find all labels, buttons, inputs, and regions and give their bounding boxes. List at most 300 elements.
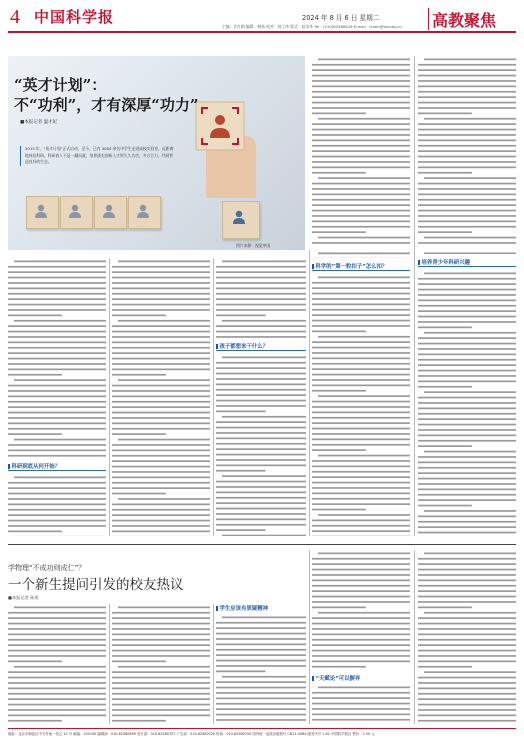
text-line <box>8 704 106 706</box>
text-line <box>118 320 210 322</box>
body-text-lines <box>418 550 516 724</box>
text-line <box>418 521 516 523</box>
text-line <box>418 607 472 609</box>
text-line <box>14 666 106 668</box>
text-line <box>418 601 516 603</box>
body-text-lines <box>8 258 106 458</box>
text-line <box>112 639 210 641</box>
body-text-lines <box>418 250 516 254</box>
column-divider <box>109 258 110 536</box>
text-line <box>312 493 410 495</box>
text-line <box>112 693 210 695</box>
text-line <box>418 634 516 636</box>
article-column <box>312 56 410 246</box>
text-line <box>216 443 306 445</box>
text-line <box>112 298 210 300</box>
text-line <box>418 96 516 98</box>
text-line <box>312 172 366 174</box>
text-line <box>8 639 106 641</box>
text-line <box>424 59 516 61</box>
text-line <box>112 682 210 684</box>
text-line <box>418 364 516 366</box>
text-line <box>424 391 516 393</box>
text-line <box>418 129 516 131</box>
text-line <box>312 86 410 88</box>
text-line <box>312 406 410 408</box>
text-line <box>418 86 516 88</box>
text-line <box>112 650 210 652</box>
text-line <box>312 287 410 289</box>
text-line <box>418 526 516 528</box>
text-line <box>312 304 410 306</box>
lead-headline-line2: 不“功利”，才有深厚“功力” <box>14 96 199 114</box>
text-line <box>112 487 210 489</box>
text-line <box>112 271 210 273</box>
text-line <box>216 644 306 646</box>
column-divider <box>309 250 310 536</box>
text-line <box>8 693 106 695</box>
text-line <box>112 617 210 619</box>
text-line <box>418 418 516 420</box>
text-line <box>312 569 410 571</box>
text-line <box>112 671 210 673</box>
text-line <box>418 693 516 695</box>
text-line <box>112 471 210 473</box>
text-line <box>216 622 306 624</box>
text-line <box>216 288 306 290</box>
text-line <box>8 617 106 619</box>
body-text-lines <box>418 270 516 536</box>
text-line <box>318 336 410 338</box>
text-line <box>312 341 410 343</box>
text-line <box>8 374 62 376</box>
text-line <box>112 309 210 311</box>
text-line <box>8 514 106 516</box>
article-column <box>418 250 516 254</box>
text-line <box>112 433 166 435</box>
body-text-lines <box>312 684 410 724</box>
text-line <box>112 347 210 349</box>
text-line <box>312 231 366 233</box>
article-column <box>418 550 516 724</box>
photo-credit: 图片来源：视觉中国 <box>236 243 271 248</box>
header-divider <box>428 8 429 30</box>
text-line <box>118 498 210 500</box>
text-line <box>318 118 410 120</box>
text-line <box>418 215 516 217</box>
subhead-rule <box>418 266 516 267</box>
text-line <box>312 390 366 392</box>
text-line <box>14 607 106 609</box>
text-line <box>318 237 410 239</box>
text-line <box>112 704 210 706</box>
text-line <box>216 378 306 380</box>
text-line <box>8 720 62 722</box>
text-line <box>8 293 106 295</box>
text-line <box>216 400 306 402</box>
text-line <box>8 498 106 500</box>
body-text-lines <box>312 550 410 670</box>
text-line <box>312 719 410 721</box>
text-line <box>216 660 306 662</box>
text-line <box>312 113 366 115</box>
text-line <box>216 502 306 504</box>
text-line <box>112 396 210 398</box>
text-line <box>112 369 210 371</box>
column-divider <box>213 604 214 724</box>
text-line <box>418 489 516 491</box>
subhead: 培养青少年科研兴趣 <box>418 258 470 266</box>
text-line <box>418 499 516 501</box>
text-line <box>112 634 210 636</box>
text-line <box>112 493 166 495</box>
footer-info: 地址：北京市海淀区中关村南一条乙 12 号 邮编：100190 编辑部：010-62580699 发行部：010-62580707 广告部：010-62580729 传真：010-62580700 国内统一连续出版物号 CN11-0084 邮发代号 1-82 中国科学报社 售价：2.50 元 <box>8 732 375 736</box>
text-line <box>418 145 516 147</box>
column-divider <box>309 550 310 724</box>
text-line <box>8 347 106 349</box>
text-line <box>222 676 306 678</box>
body-text-lines <box>8 474 106 536</box>
text-line <box>418 516 516 518</box>
text-line <box>312 655 410 657</box>
subhead: 科研到底从何开始？ <box>8 462 60 470</box>
text-line <box>418 183 516 185</box>
text-line <box>112 531 210 533</box>
text-line <box>8 417 106 419</box>
text-line <box>216 362 306 364</box>
text-line <box>418 397 516 399</box>
body-text-lines <box>312 56 410 246</box>
article-column <box>8 258 106 458</box>
text-line <box>112 342 210 344</box>
text-line <box>318 612 410 614</box>
text-line <box>216 367 306 369</box>
text-line <box>112 661 166 663</box>
text-line <box>8 288 106 290</box>
text-line <box>418 161 516 163</box>
text-line <box>312 194 410 196</box>
text-line <box>216 687 306 689</box>
text-line <box>418 472 516 474</box>
text-line <box>418 574 516 576</box>
text-line <box>312 374 410 376</box>
text-line <box>418 242 516 244</box>
text-line <box>418 188 516 190</box>
text-line <box>418 590 516 592</box>
text-line <box>312 697 410 699</box>
text-line <box>418 102 516 104</box>
text-line <box>112 460 210 462</box>
text-line <box>312 661 410 663</box>
text-line <box>312 401 410 403</box>
text-line <box>418 91 516 93</box>
issue-date: 2024 年 8 月 6 日 星期二 <box>302 14 380 22</box>
text-line <box>112 390 210 392</box>
text-line <box>118 379 210 381</box>
text-line <box>8 661 62 663</box>
text-line <box>418 532 516 534</box>
text-line <box>312 525 410 527</box>
text-line <box>8 715 106 717</box>
text-line <box>418 300 516 302</box>
text-line <box>8 525 106 527</box>
text-line <box>418 167 516 169</box>
text-line <box>8 655 106 657</box>
text-line <box>216 465 306 467</box>
text-line <box>8 644 106 646</box>
text-line <box>418 456 516 458</box>
text-line <box>312 199 410 201</box>
text-line <box>424 671 516 673</box>
text-line <box>418 413 516 415</box>
text-line <box>418 226 516 228</box>
text-line <box>418 650 516 652</box>
text-line <box>216 405 306 407</box>
article-column <box>312 684 410 724</box>
text-line <box>418 289 516 291</box>
person-icon <box>103 204 115 218</box>
text-line <box>312 617 410 619</box>
text-line <box>14 320 106 322</box>
text-line <box>312 188 410 190</box>
text-line <box>312 471 410 473</box>
text-line <box>312 482 410 484</box>
text-line <box>216 459 306 461</box>
text-line <box>418 75 516 77</box>
text-line <box>8 650 106 652</box>
text-line <box>312 102 410 104</box>
text-line <box>418 337 516 339</box>
column-divider <box>414 550 415 724</box>
article-column <box>418 56 516 246</box>
text-line <box>216 448 306 450</box>
person-icon <box>69 204 81 218</box>
text-line <box>112 450 210 452</box>
text-line <box>418 558 516 560</box>
text-line <box>8 336 106 338</box>
text-line <box>418 709 516 711</box>
article-column <box>8 604 106 724</box>
text-line <box>118 439 210 441</box>
text-line <box>312 449 366 451</box>
story-divider <box>8 544 516 545</box>
text-line <box>312 596 410 598</box>
text-line <box>216 627 306 629</box>
text-line <box>312 156 410 158</box>
newspaper-logo: 中国科学报 <box>34 8 115 26</box>
text-line <box>418 134 516 136</box>
text-line <box>216 513 306 515</box>
text-line <box>222 320 306 322</box>
text-line <box>118 607 210 609</box>
text-line <box>418 386 472 388</box>
text-line <box>418 194 516 196</box>
article-column <box>8 474 106 536</box>
text-line <box>8 396 106 398</box>
text-line <box>418 429 516 431</box>
text-line <box>216 298 306 300</box>
text-line <box>216 277 306 279</box>
text-line <box>418 666 472 668</box>
text-line <box>312 129 410 131</box>
article-column <box>216 614 306 724</box>
text-line <box>216 325 306 327</box>
text-line <box>418 569 516 571</box>
text-line <box>8 282 106 284</box>
text-line <box>312 215 410 217</box>
text-line <box>8 698 106 700</box>
text-line <box>418 343 516 345</box>
text-line <box>312 585 410 587</box>
text-line <box>418 617 516 619</box>
subhead-rule <box>216 350 306 351</box>
text-line <box>8 455 106 457</box>
text-line <box>312 368 410 370</box>
text-line <box>8 520 106 522</box>
text-line <box>8 450 106 452</box>
text-line <box>112 266 210 268</box>
footer-rule <box>8 728 516 729</box>
text-line <box>312 358 410 360</box>
text-line <box>216 470 266 472</box>
text-line <box>312 607 366 609</box>
text-line <box>424 273 516 275</box>
text-line <box>216 719 306 721</box>
text-line <box>216 665 306 667</box>
text-line <box>418 623 516 625</box>
text-line <box>418 381 516 383</box>
text-line <box>112 477 210 479</box>
text-line <box>418 80 516 82</box>
text-line <box>312 601 410 603</box>
text-line <box>112 688 210 690</box>
text-line <box>418 327 472 329</box>
text-line <box>112 385 210 387</box>
text-line <box>312 422 410 424</box>
text-line <box>8 709 106 711</box>
text-line <box>312 476 410 478</box>
text-line <box>312 167 410 169</box>
text-line <box>8 623 106 625</box>
text-line <box>216 524 306 526</box>
bottom-byline: ■本报记者 孙瑶 <box>8 595 39 600</box>
editor-line: 主编：计红梅 编辑：韩扬 校对：何工伟 版式：赵凤华 Tel：(010)62580616 E-mail：lchen@stimes.cn <box>222 24 402 29</box>
text-line <box>216 293 306 295</box>
article-column <box>312 274 410 536</box>
text-line <box>222 416 306 418</box>
text-line <box>418 294 516 296</box>
text-line <box>418 354 516 356</box>
text-line <box>8 315 62 317</box>
text-line <box>312 574 410 576</box>
body-text-lines <box>216 614 306 724</box>
text-line <box>312 107 410 109</box>
text-line <box>418 64 516 66</box>
text-line <box>216 427 306 429</box>
text-line <box>112 315 166 317</box>
text-line <box>424 612 516 614</box>
text-line <box>312 161 410 163</box>
text-line <box>312 242 410 244</box>
text-line <box>8 482 106 484</box>
text-line <box>8 487 106 489</box>
text-line <box>216 681 306 683</box>
text-line <box>418 682 516 684</box>
text-line <box>8 298 106 300</box>
text-line <box>216 389 306 391</box>
text-line <box>216 384 306 386</box>
text-line <box>112 401 210 403</box>
text-line <box>424 253 516 255</box>
body-text-lines <box>312 274 410 536</box>
text-line <box>14 477 106 479</box>
column-divider <box>109 604 110 724</box>
text-line <box>418 467 516 469</box>
text-line <box>418 704 516 706</box>
text-line <box>312 466 410 468</box>
text-line <box>112 423 210 425</box>
text-line <box>318 455 410 457</box>
text-line <box>112 466 210 468</box>
text-line <box>424 118 516 120</box>
text-line <box>318 553 410 555</box>
text-line <box>418 402 516 404</box>
text-line <box>418 639 516 641</box>
article-column <box>216 354 306 536</box>
text-line <box>418 585 516 587</box>
text-line <box>112 520 210 522</box>
text-line <box>8 358 106 360</box>
text-line <box>216 411 266 413</box>
text-line <box>418 156 516 158</box>
text-line <box>418 204 516 206</box>
text-line <box>312 221 410 223</box>
text-line <box>312 703 410 705</box>
text-line <box>418 310 516 312</box>
text-line <box>216 438 306 440</box>
text-line <box>14 261 106 263</box>
text-line <box>312 150 410 152</box>
text-line <box>8 671 106 673</box>
text-line <box>8 401 106 403</box>
text-line <box>14 439 106 441</box>
text-line <box>112 363 210 365</box>
text-line <box>216 497 306 499</box>
text-line <box>318 395 410 397</box>
text-line <box>418 688 516 690</box>
text-line <box>112 331 210 333</box>
text-line <box>112 455 210 457</box>
text-line <box>312 623 410 625</box>
text-line <box>312 69 410 71</box>
text-line <box>318 277 410 279</box>
text-line <box>418 283 516 285</box>
text-line <box>424 332 516 334</box>
text-line <box>8 682 106 684</box>
text-line <box>222 261 306 263</box>
text-line <box>8 406 106 408</box>
body-text-lines <box>312 250 410 258</box>
text-line <box>418 140 516 142</box>
text-line <box>312 75 410 77</box>
text-line <box>418 478 516 480</box>
text-line <box>216 638 306 640</box>
text-line <box>112 282 210 284</box>
text-line <box>112 709 210 711</box>
text-line <box>216 454 306 456</box>
lead-intro: 2013 年，“英才计划”正式启动，至今，已有 4000 余名中学生走进高校实验室，近距离地体验科研。科研育人不是一蹴而就，培养拔尖创新人才须久久为功，多方合力，共同营造良好的生态。 <box>20 146 175 166</box>
text-line <box>14 379 106 381</box>
